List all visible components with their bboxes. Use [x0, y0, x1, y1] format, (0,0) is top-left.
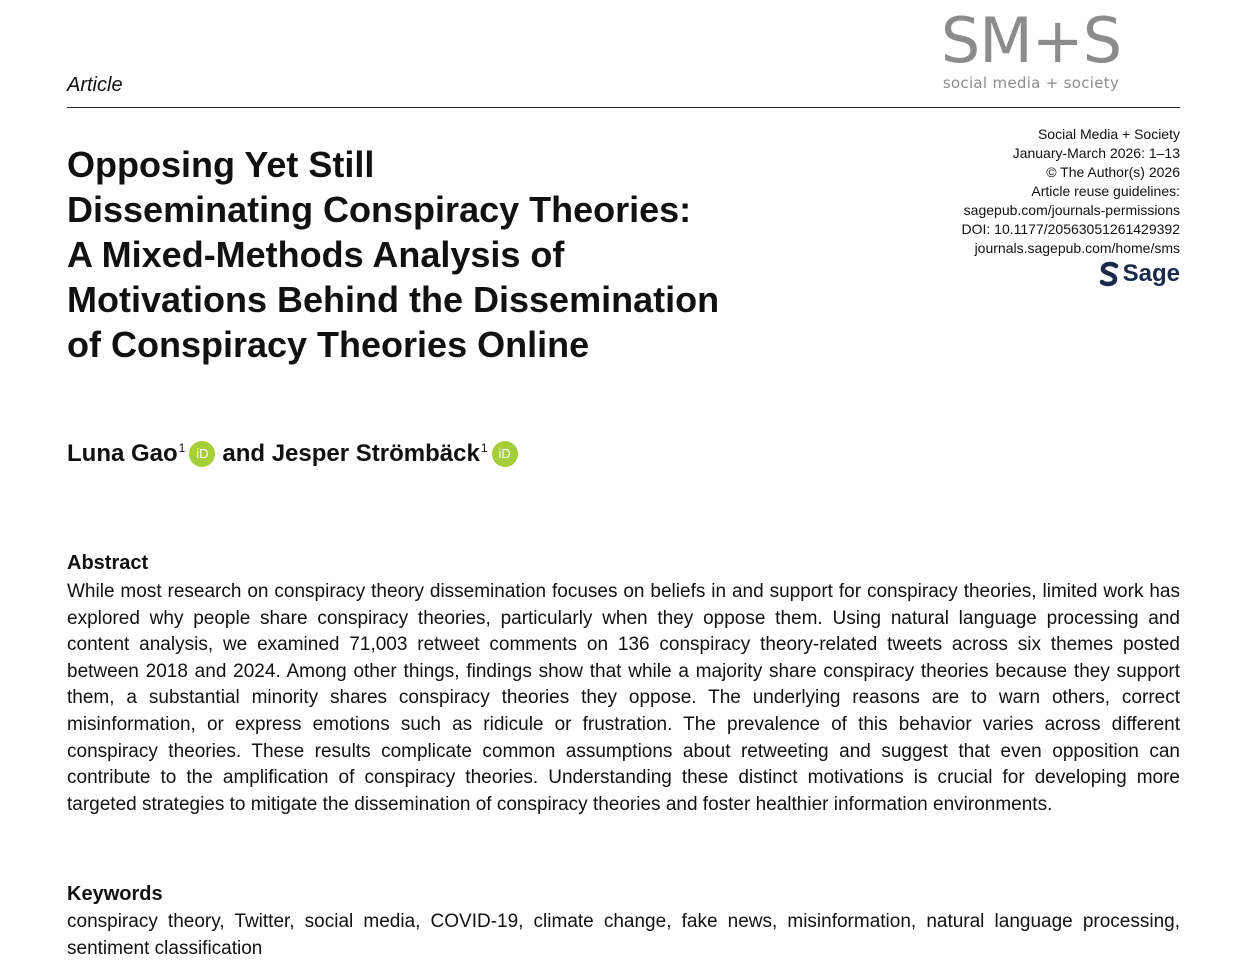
- journal-logo: [936, 4, 1126, 92]
- publication-meta: [962, 125, 1181, 258]
- author-name: Luna Gao: [67, 440, 178, 467]
- meta-doi[interactable]: DOI: 10.1177/20563051261429392: [961, 221, 1180, 237]
- orcid-icon[interactable]: iD: [492, 441, 518, 467]
- journal-logo-mark: SM+S: [940, 4, 1122, 77]
- article-type-label: Article: [67, 74, 123, 96]
- meta-journal: Social Media + Society: [1037, 126, 1180, 142]
- title-line: A Mixed-Methods Analysis of: [67, 234, 565, 275]
- abstract-heading: Abstract: [67, 552, 149, 574]
- author-affiliation: 1: [178, 441, 186, 455]
- title-line: Disseminating Conspiracy Theories:: [67, 189, 692, 230]
- journal-logo-subtitle: social media + society: [942, 74, 1120, 92]
- sage-s-icon: [1099, 261, 1119, 287]
- meta-reuse-link[interactable]: sagepub.com/journals-permissions: [963, 202, 1180, 218]
- keywords-text: conspiracy theory, Twitter, social media, COVID-19, climate change, fake news, misinformation, natural language processing, sentiment classification: [67, 911, 1180, 959]
- publisher-name: Sage: [1122, 260, 1180, 287]
- title-line: Motivations Behind the Dissemination: [67, 279, 720, 320]
- header-divider: [67, 107, 1180, 108]
- article-title: [67, 142, 827, 367]
- meta-journal-link[interactable]: journals.sagepub.com/home/sms: [974, 240, 1180, 256]
- meta-reuse-label: Article reuse guidelines:: [1031, 183, 1180, 199]
- abstract-text: While most research on conspiracy theory dissemination focuses on beliefs in and support for conspiracy theories, limited work has explored why people share conspiracy theories, particularly when they oppose them. Using natural language processing and content analysis, we examined 71,003 retweet comments on 136 conspiracy theory-related tweets across six themes posted between 2018 and 2024. Among other things, findings show that while a majority share conspiracy theories because they support them, a substantial minority shares conspiracy theories they oppose. The underlying reasons are to warn others, correct misinformation, or express emotions such as ridicule or frustration. The prevalence of this behavior varies across different conspiracy theories. These results complicate common assumptions about retweeting and suggest that even opposition can contribute to the amplification of conspiracy theories. Understanding these distinct motivations is crucial for developing more targeted strategies to mitigate the dissemination of conspiracy theories and foster healthier information environments.: [67, 581, 1180, 815]
- author-affiliation: 1: [480, 441, 488, 455]
- keywords-heading: Keywords: [67, 883, 163, 905]
- orcid-icon[interactable]: iD: [189, 441, 215, 467]
- title-line: of Conspiracy Theories Online: [67, 324, 590, 365]
- title-line: Opposing Yet Still: [67, 144, 375, 185]
- author-connector: and: [222, 440, 266, 467]
- meta-issue: January-March 2026: 1–13: [1012, 145, 1180, 161]
- author-list: [67, 440, 525, 468]
- publisher-logo: [1099, 260, 1180, 288]
- author-name: Jesper Strömbäck: [271, 440, 480, 467]
- meta-copyright: © The Author(s) 2026: [1046, 164, 1180, 180]
